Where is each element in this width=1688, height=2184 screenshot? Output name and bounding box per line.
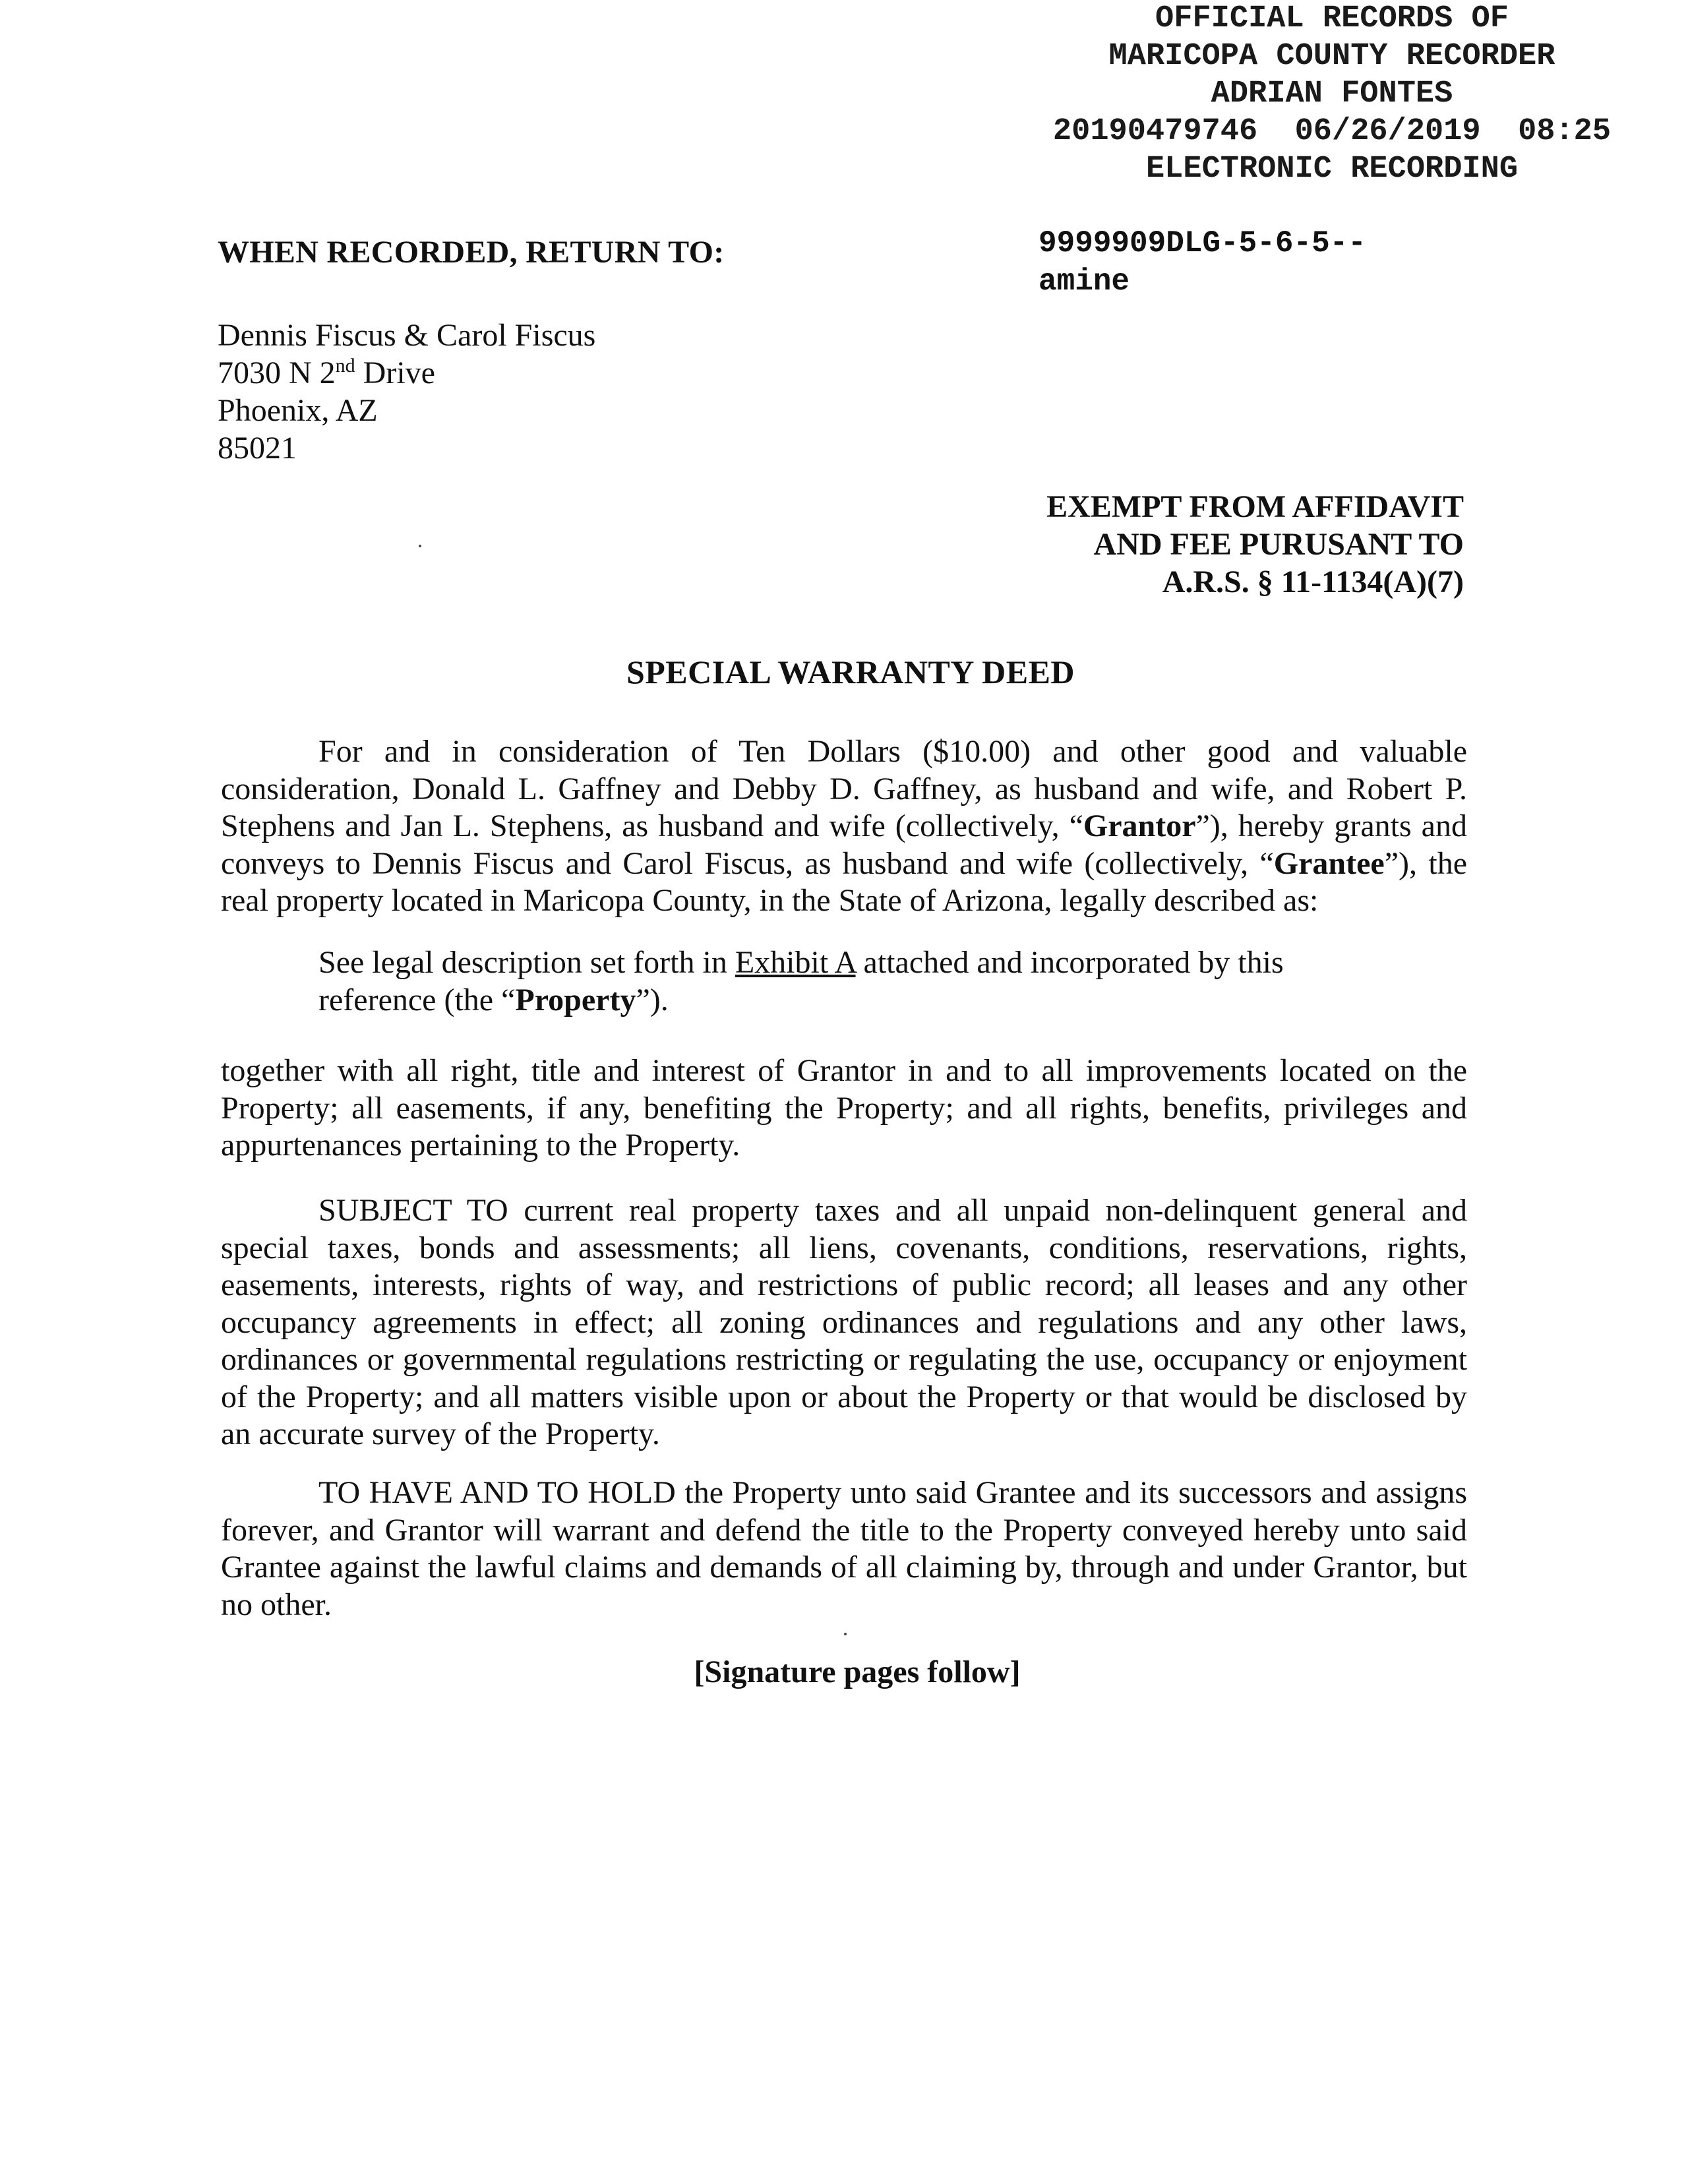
- address-zip: 85021: [218, 431, 297, 466]
- street-name: Drive: [355, 355, 435, 390]
- address-name: Dennis Fiscus & Carol Fiscus: [218, 318, 596, 353]
- document-title: [0, 653, 1688, 691]
- return-to-heading: WHEN RECORDED, RETURN TO:: [218, 235, 725, 270]
- exempt-line-2: AND FEE PURUSANT TO: [1093, 527, 1464, 562]
- document-title-text: SPECIAL WARRANTY DEED: [626, 653, 1075, 690]
- signature-note: [0, 1654, 1688, 1690]
- p1-text-b: ”), hereby grants and conveys to Dennis Fiscus and Carol Fiscus, as husband and wife (collectively, “: [221, 808, 1467, 881]
- grantor-term: Grantor: [1083, 808, 1196, 843]
- stamp-line-1: OFFICIAL RECORDS OF: [1155, 1, 1509, 36]
- stamp-line-2: MARICOPA COUNTY RECORDER: [1108, 39, 1555, 74]
- property-term: Property: [515, 982, 636, 1017]
- recorder-stamp: [1015, 0, 1648, 188]
- recording-number: 20190479746: [1052, 114, 1258, 149]
- subject-to-paragraph: SUBJECT TO current real property taxes and all unpaid non-delinquent general and special taxes, bonds and assessments; all liens, covenants, conditions, reservations, rights, easements, interests, rights of way, and restrictions of public record; all leases and any other occupancy agreements in effect; all zoning ordinances and regulations and any other laws, ordinances or governmental regulations restricting or regulating the use, occupancy or enjoyment of the Property; and all matters visible upon or about the Property or that would be disclosed by an accurate survey of the Property.: [221, 1193, 1467, 1451]
- street-suffix: nd: [335, 355, 355, 377]
- legal-description-paragraph: [318, 944, 1373, 1019]
- recording-time: 08:25: [1518, 114, 1612, 149]
- stamp-line-4: [1015, 113, 1648, 150]
- address-city: Phoenix, AZ: [218, 393, 378, 428]
- habendum-paragraph: TO HAVE AND TO HOLD the Property unto said Grantee and its successors and assigns forever, and Grantor will warrant and defend the title to the Property conveyed hereby unto said Grantee against the lawful claims and demands of all claiming by, through and under Grantor, but no other.: [221, 1475, 1467, 1622]
- p1-text-a: For and in consideration of Ten Dollars ($10.00) and other good and valuable consideration, Donald L. Gaffney and Debby D. Gaffney, as husband and wife, and Robert P. Stephens and Jan L. Stephens, as husband and wife (collectively, “: [221, 734, 1467, 843]
- scan-speck: [844, 1633, 847, 1635]
- exempt-line-1: EXEMPT FROM AFFIDAVIT: [1046, 489, 1464, 524]
- p2-text-c: ”).: [636, 982, 669, 1017]
- street-number: 7030 N 2: [218, 355, 336, 390]
- scan-speck: [419, 545, 421, 547]
- signature-note-text: [Signature pages follow]: [694, 1654, 1021, 1689]
- order-number-line-1: 9999909DLG-5-6-5--: [1039, 226, 1366, 260]
- order-number-line-2: amine: [1039, 264, 1130, 299]
- recording-date: 06/26/2019: [1294, 114, 1481, 149]
- return-address: [218, 317, 595, 467]
- stamp-line-5: ELECTRONIC RECORDING: [1145, 152, 1519, 187]
- exemption-notice: [923, 488, 1464, 601]
- exempt-line-3: A.R.S. § 11-1134(A)(7): [1162, 564, 1464, 599]
- p1-text-c: ”), the real property located in Maricopa County, in the State of Arizona, legally described as:: [221, 845, 1467, 918]
- appurtenances-paragraph: together with all right, title and interest of Grantor in and to all improvements located on the Property; all easements, if any, benefiting the Property; and all rights, benefits, privileges and appurtenances pertaining to the Property.: [221, 1053, 1467, 1163]
- consideration-paragraph: [221, 733, 1467, 920]
- p2-text-a: See legal description set forth in: [318, 945, 735, 980]
- stamp-line-3: ADRIAN FONTES: [1211, 76, 1453, 111]
- address-street: [218, 354, 595, 392]
- order-number: [1039, 224, 1366, 301]
- p2-text-b: attached and incorporated by this reference (the “: [318, 945, 1284, 1017]
- grantee-term: Grantee: [1273, 845, 1385, 881]
- exhibit-a-reference: Exhibit A: [735, 945, 856, 980]
